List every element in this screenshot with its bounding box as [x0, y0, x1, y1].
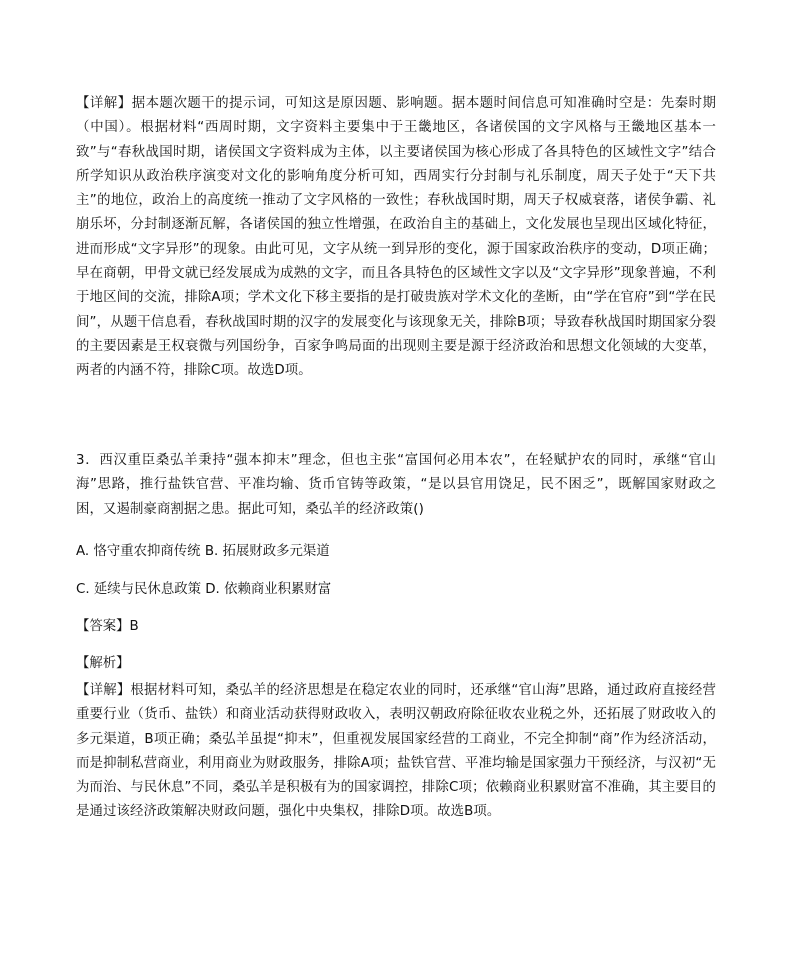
question-3-stem: 3．西汉重臣桑弘羊秉持“强本抑末”理念，但也主张“富国何必用本农”，在轻赋护农的同时，承继“官山海”思路，推行盐铁官营、平准均输、货币官铸等政策，“是以县官用饶足，民不困乏”，既解国家财政之困，又遏制豪商割据之患。据此可知，桑弘羊的经济政策() [76, 453, 716, 517]
analysis-paragraph-q3: 【详解】根据材料可知，桑弘羊的经济思想是在稳定农业的同时，还承继“官山海”思路，通过政府直接经营重要行业（货币、盐铁）和商业活动获得财政收入，表明汉朝政府除征收农业税之外，还拓展了财政收入的多元渠道，B项正确；桑弘羊虽提“抑末”，但重视发展国家经营的工商业，不完全抑制“商”作为经济活动，而是抑制私营商业，利用商业为财政服务，排除A项；盐铁官营、平准均输是国家强力干预经济，与汉初“无为而治、与民休息”不同，桑弘羊是积极有为的国家调控，排除C项；依赖商业积累财富不准确，其主要目的是通过该经济政策解决财政问题，强化中央集权，排除D项。故选B项。 [76, 683, 716, 820]
analysis-heading: 【解析】 [76, 656, 130, 671]
question-3-options-ab: A. 恪守重农抑商传统 B. 拓展财政多元渠道 [76, 544, 330, 559]
question-3-options-cd: C. 延续与民休息政策 D. 依赖商业积累财富 [76, 582, 332, 597]
answer-label: 【答案】B [76, 619, 139, 634]
analysis-paragraph-q2: 【详解】据本题次题干的提示词，可知这是原因题、影响题。据本题时间信息可知准确时空是：先秦时期（中国）。根据材料“西周时期，文字资料主要集中于王畿地区，各诸侯国的文字风格与王畿地区基本一致”与“春秋战国时期，诸侯国文字资料成为主体，以主要诸侯国为核心形成了各具特色的区域性文字”结合所学知识从政治秩序演变对文化的影响角度分析可知，西周实行分封制与礼乐制度，周天子处于“天下共主”的地位，政治上的高度统一推动了文字风格的一致性；春秋战国时期，周天子权威衰落，诸侯争霸、礼崩乐坏，分封制逐渐瓦解，各诸侯国的独立性增强，在政治自主的基础上，文化发展也呈现出区域化特征，进而形成“文字异形”的现象。由此可见，文字从统一到异形的变化，源于国家政治秩序的变动，D项正确；早在商朝，甲骨文就已经发展成为成熟的文字，而且各具特色的区域性文字以及“文字异形”现象普遍，不利于地区间的交流，排除A项；学术文化下移主要指的是打破贵族对学术文化的垄断，由“学在官府”到“学在民间”，从题干信息看，春秋战国时期的汉字的发展变化与该现象无关，排除B项；导致春秋战国时期国家分裂的主要因素是王权衰微与列国纷争，百家争鸣局面的出现则主要是源于经济政治和思想文化领域的大变革，两者的内涵不符，排除C项。故选D项。 [76, 96, 716, 379]
